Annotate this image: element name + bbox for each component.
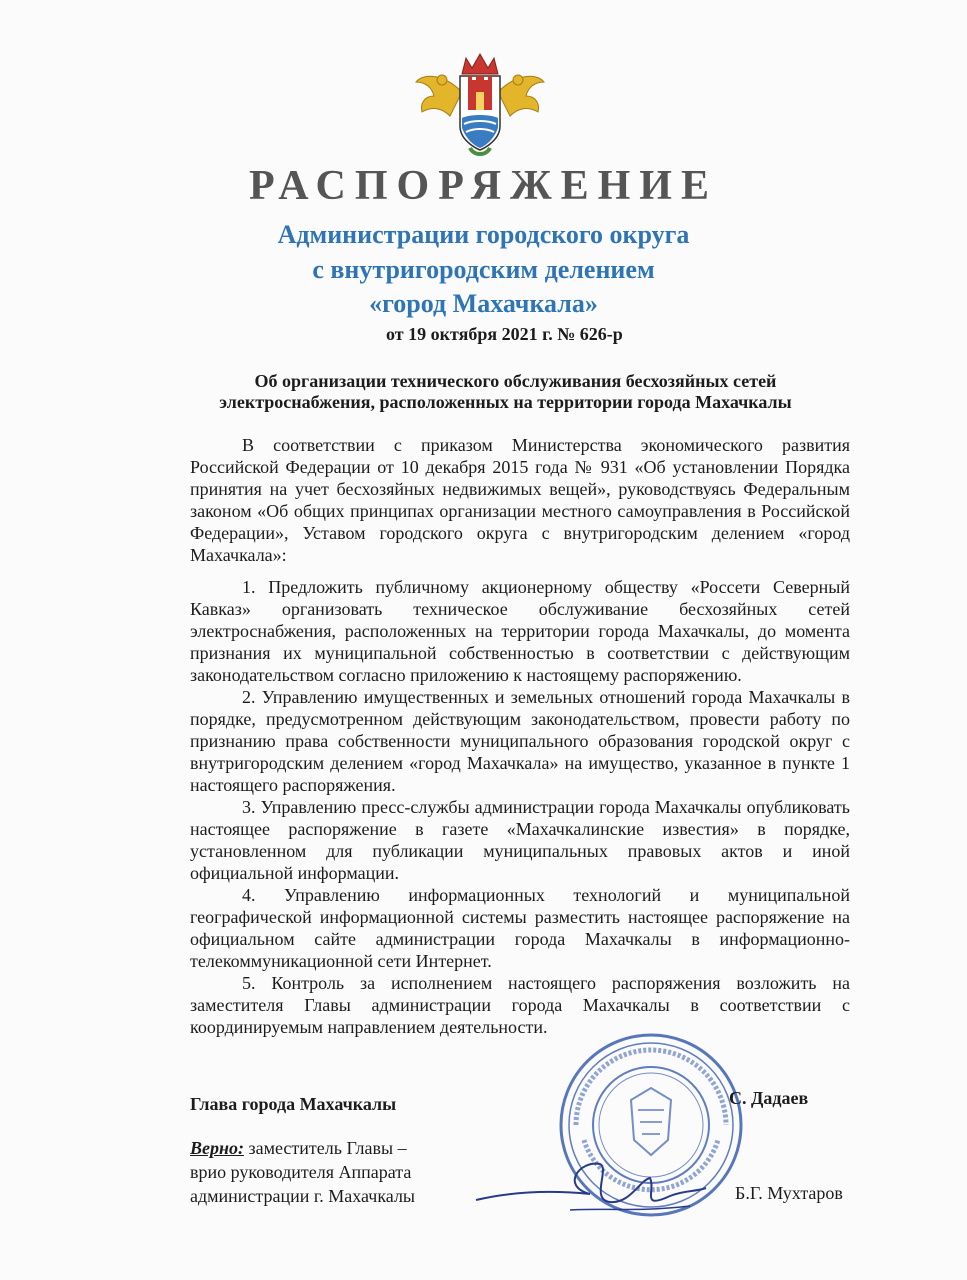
coat-of-arms-icon	[412, 52, 548, 162]
document-type-heading: РАСПОРЯЖЕНИЕ	[249, 163, 718, 209]
order-item-4: 4. Управлению информационных технологий и муниципальной географической информационной системы разместить настоящее распоряжение на официальном сайте администрации города Махачкалы в информационно-телекоммуникационной сети Интернет.	[190, 885, 850, 971]
certification-label: Верно:	[190, 1138, 244, 1158]
handwritten-signature-icon	[470, 1130, 710, 1230]
subject-line-2: электроснабжения, расположенных на территории города Махачкалы	[219, 392, 792, 412]
certifier-name: Б.Г. Мухтаров	[735, 1183, 843, 1203]
issuer-line-2: с внутригородским делением	[312, 255, 655, 284]
head-name: С. Дадаев	[729, 1088, 809, 1108]
head-title: Глава города Махачкалы	[190, 1094, 397, 1114]
date-and-number: от 19 октября 2021 г. № 626-р	[386, 324, 623, 344]
order-item-1: 1. Предложить публичному акционерному обществу «Россети Северный Кавказ» организовать техническое обслуживание бесхозяйных сетей электроснабжения, расположенных на территории города Махачкалы, до момента признания их муниципальной собственностью в соответствии с действующим законодательством согласно приложению к настоящему распоряжению.	[190, 577, 850, 685]
certification-line-2: врио руководителя Аппарата	[190, 1162, 412, 1182]
preamble	[190, 434, 850, 566]
subject-line-1: Об организации технического обслуживания бесхозяйных сетей	[254, 371, 777, 391]
order-item-2: 2. Управлению имущественных и земельных отношений города Махачкалы в порядке, предусмотренном действующим законодательством, провести работу по признанию права собственности муниципального образования городской округ с внутригородским делением «город Махачкала» на имущество, указанное в пункте 1 настоящего распоряжения.	[190, 687, 850, 795]
issuer-line-3: «город Махачкала»	[369, 289, 598, 318]
order-items	[190, 576, 850, 1038]
certification-block	[190, 1136, 415, 1208]
certification-line-3: администрации г. Махачкалы	[190, 1186, 416, 1206]
preamble-text: В соответствии с приказом Министерства экономического развития Российской Федерации от 10 декабря 2015 года № 931 «Об установлении Порядка принятия на учет бесхозяйных недвижимых вещей», руководствуясь Федеральным законом «Об общих принципах организации местного самоуправления в Российской Федерации», Уставом городского округа с внутригородским делением «город Махачкала»:	[190, 435, 850, 565]
certification-line-1: заместитель Главы –	[243, 1138, 407, 1158]
order-item-5: 5. Контроль за исполнением настоящего распоряжения возложить на заместителя Главы администрации города Махачкалы в соответствии с координируемым направлением деятельности.	[190, 973, 850, 1037]
issuer-line-1: Администрации городского округа	[277, 220, 690, 249]
order-item-3: 3. Управлению пресс-службы администрации города Махачкалы опубликовать настоящее распоряжение в газете «Махачкалинские известия» в порядке, установленном для публикации муниципальных правовых актов и иной официальной информации.	[190, 797, 850, 883]
